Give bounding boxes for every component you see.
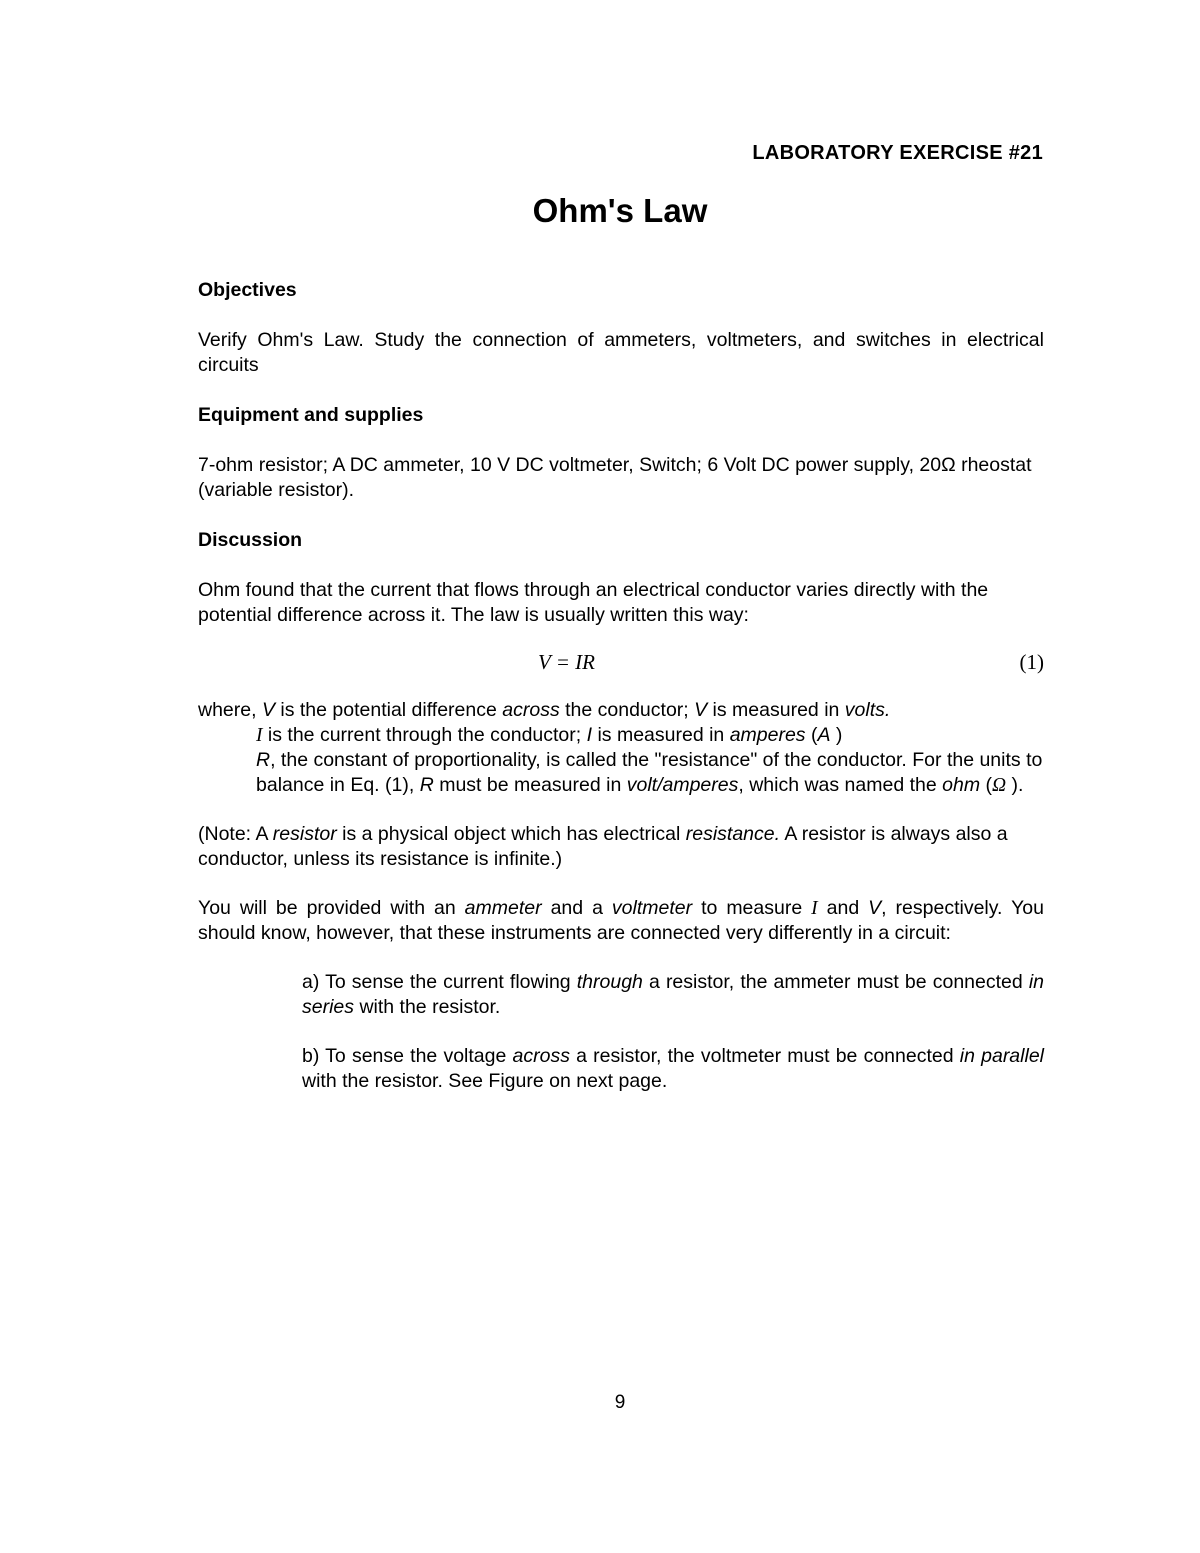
instruments-paragraph: You will be provided with an ammeter and a voltmeter to measure I and V, respectively. You should know, however, that these instruments are connected very differently in a circuit: bbox=[198, 897, 1044, 944]
page-number: 9 bbox=[614, 1392, 626, 1413]
page-title: Ohm's Law bbox=[532, 192, 708, 229]
objectives-text: Verify Ohm's Law. Study the connection of ammeters, voltmeters, and switches in electrical circuits bbox=[198, 329, 1044, 376]
lab-exercise-label: LABORATORY EXERCISE #21 bbox=[752, 142, 1043, 164]
discussion-intro: Ohm found that the current that flows through an electrical conductor varies directly with the potential difference across it. The law is usually written this way: bbox=[198, 579, 989, 626]
resistor-note: (Note: A resistor is a physical object which has electrical resistance. A resistor is always also a conductor, unless its resistance is infinite.) bbox=[198, 823, 1008, 870]
document-body bbox=[198, 278, 1044, 1094]
where-voltage-line: where, V is the potential difference across the conductor; V is measured in volts. bbox=[198, 699, 891, 721]
current-definition: I is the current through the conductor; I is measured in amperes (A ) bbox=[256, 724, 843, 746]
list-item-ammeter: a) To sense the current flowing through a resistor, the ammeter must be connected in series with the resistor. bbox=[302, 971, 1045, 1018]
equipment-text: 7-ohm resistor; A DC ammeter, 10 V DC voltmeter, Switch; 6 Volt DC power supply, 20Ω rheostat (variable resistor). bbox=[198, 454, 1032, 501]
equation-body: V = IR bbox=[538, 650, 595, 674]
equation-number: (1) bbox=[1019, 650, 1044, 674]
ohms-law-equation bbox=[198, 650, 1044, 677]
resistance-definition: R, the constant of proportionality, is called the "resistance" of the conductor. For the units to balance in Eq. (1), R must be measured in volt/amperes, which was named the ohm (Ω ). bbox=[256, 749, 1043, 796]
objectives-heading: Objectives bbox=[198, 279, 297, 301]
discussion-heading: Discussion bbox=[198, 529, 303, 551]
list-item-voltmeter: b) To sense the voltage across a resistor, the voltmeter must be connected in parallel with the resistor. See Figure on next page. bbox=[302, 1045, 1044, 1092]
equipment-heading: Equipment and supplies bbox=[198, 404, 424, 426]
